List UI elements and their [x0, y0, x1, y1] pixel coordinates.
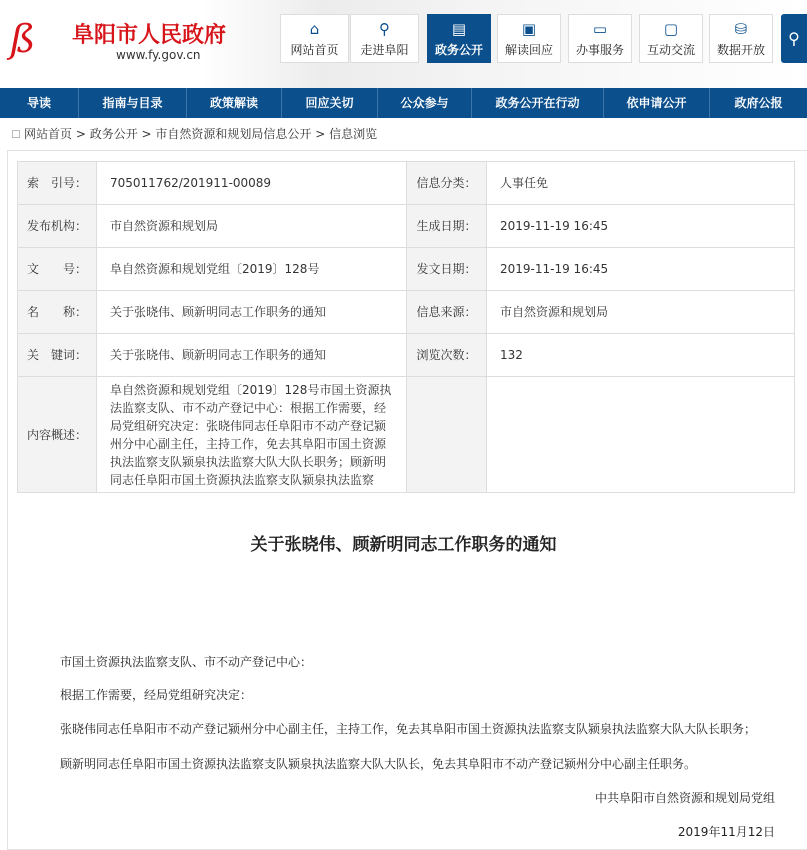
- search-icon: ⚲: [788, 29, 800, 48]
- empty-cell: [407, 377, 487, 493]
- topnav-open-data[interactable]: ⛁ 数据开放: [709, 14, 773, 63]
- topnav-services[interactable]: ▭ 办事服务: [568, 14, 632, 63]
- search-button[interactable]: [781, 14, 807, 63]
- mainnav-item[interactable]: 导读: [0, 88, 79, 118]
- summary: 阜自然资源和规划党组〔2019〕128号市国土资源执法监察支队、市不动产登记中心：根据工作需要，经局党组研究决定：张晓伟同志任阜阳市不动产登记颍州分中心副主任，主持工作，免去其阜阳市国土资源执法监察支队颍泉执法监察大队大队长职务；顾新明同志任阜阳市国土资源执法监察支队颍泉执法监察: [97, 377, 407, 493]
- breadcrumb-link[interactable]: 政务公开: [89, 127, 138, 141]
- label: 关 键词：: [18, 334, 97, 377]
- view-count: 132: [487, 334, 795, 377]
- home-icon: ⌂: [309, 20, 320, 38]
- category: 人事任免: [487, 162, 795, 205]
- mainnav-item[interactable]: 政府公报: [734, 96, 783, 110]
- database-icon: ⛁: [734, 20, 748, 38]
- empty-cell: [487, 377, 795, 493]
- label: 发布机构：: [18, 205, 97, 248]
- bullet-icon: [12, 130, 20, 138]
- issued-date: 2019-11-19 16:45: [487, 248, 795, 291]
- topnav-about[interactable]: ⚲ 走进阜阳: [350, 14, 419, 63]
- document-date: 2019年11月12日: [677, 825, 775, 839]
- breadcrumb-current: 信息浏览: [329, 127, 378, 141]
- label: 信息来源：: [407, 291, 487, 334]
- site-logo[interactable]: [10, 17, 227, 62]
- signer: 中共阜阳市自然资源和规划局党组: [594, 791, 775, 805]
- publisher: 市自然资源和规划局: [97, 205, 407, 248]
- monitor-icon: ▭: [592, 20, 608, 38]
- document-number: 阜自然资源和规划党组〔2019〕128号: [97, 248, 407, 291]
- mainnav-item[interactable]: 指南与目录: [79, 88, 187, 118]
- mainnav-item[interactable]: 政务公开在行动: [472, 88, 604, 118]
- logo-emblem-icon: ß: [10, 17, 36, 61]
- label: 索 引号：: [18, 162, 97, 205]
- mainnav-item[interactable]: 公众参与: [378, 88, 472, 118]
- topnav-interpretation[interactable]: ▣ 解读回应: [497, 14, 561, 63]
- location-pin-icon: ⚲: [379, 20, 390, 38]
- label: 文 号：: [18, 248, 97, 291]
- main-nav: [0, 88, 807, 118]
- label: 名 称：: [18, 291, 97, 334]
- topnav-interaction[interactable]: ▢ 互动交流: [639, 14, 703, 63]
- document-title: 关于张晓伟、顾新明同志工作职务的通知: [250, 535, 557, 555]
- label: 生成日期：: [407, 205, 487, 248]
- label: 浏览次数：: [407, 334, 487, 377]
- chat-icon: ▢: [663, 20, 679, 38]
- breadcrumb: 网站首页 > 政务公开 > 市自然资源和规划局信息公开 > 信息浏览: [12, 125, 377, 142]
- index-number: 705011762/201911-00089: [97, 162, 407, 205]
- label: 内容概述：: [18, 377, 97, 493]
- site-title: 阜阳市人民政府: [72, 22, 227, 48]
- keywords: 关于张晓伟、顾新明同志工作职务的通知: [97, 334, 407, 377]
- paragraph: 顾新明同志任阜阳市国土资源执法监察支队颍泉执法监察大队大队长，免去其阜阳市不动产登记颍州分中心副主任职务。: [60, 757, 697, 771]
- info-table: [17, 161, 795, 493]
- header: [0, 0, 807, 88]
- breadcrumb-link[interactable]: 市自然资源和规划局信息公开: [155, 127, 312, 141]
- mainnav-item[interactable]: 政策解读: [187, 88, 282, 118]
- site-url: www.fy.gov.cn: [116, 48, 201, 62]
- paragraph: 市国土资源执法监察支队、市不动产登记中心：: [60, 655, 313, 669]
- label: 信息分类：: [407, 162, 487, 205]
- mainnav-item[interactable]: 回应关切: [282, 88, 378, 118]
- source: 市自然资源和规划局: [487, 291, 795, 334]
- badge-icon: ▣: [521, 20, 537, 38]
- document-name: 关于张晓伟、顾新明同志工作职务的通知: [97, 291, 407, 334]
- mainnav-item[interactable]: 依申请公开: [604, 88, 710, 118]
- paragraph: 张晓伟同志任阜阳市不动产登记颍州分中心副主任，主持工作，免去其阜阳市国土资源执法监察支队颍泉执法监察大队大队长职务；: [60, 722, 757, 736]
- label: 发文日期：: [407, 248, 487, 291]
- document-icon: ▤: [451, 20, 467, 38]
- breadcrumb-link[interactable]: 网站首页: [24, 127, 73, 141]
- topnav-gov-affairs[interactable]: ▤ 政务公开: [427, 14, 491, 63]
- created-date: 2019-11-19 16:45: [487, 205, 795, 248]
- topnav-home[interactable]: ⌂ 网站首页: [280, 14, 349, 63]
- paragraph: 根据工作需要，经局党组研究决定：: [60, 688, 253, 702]
